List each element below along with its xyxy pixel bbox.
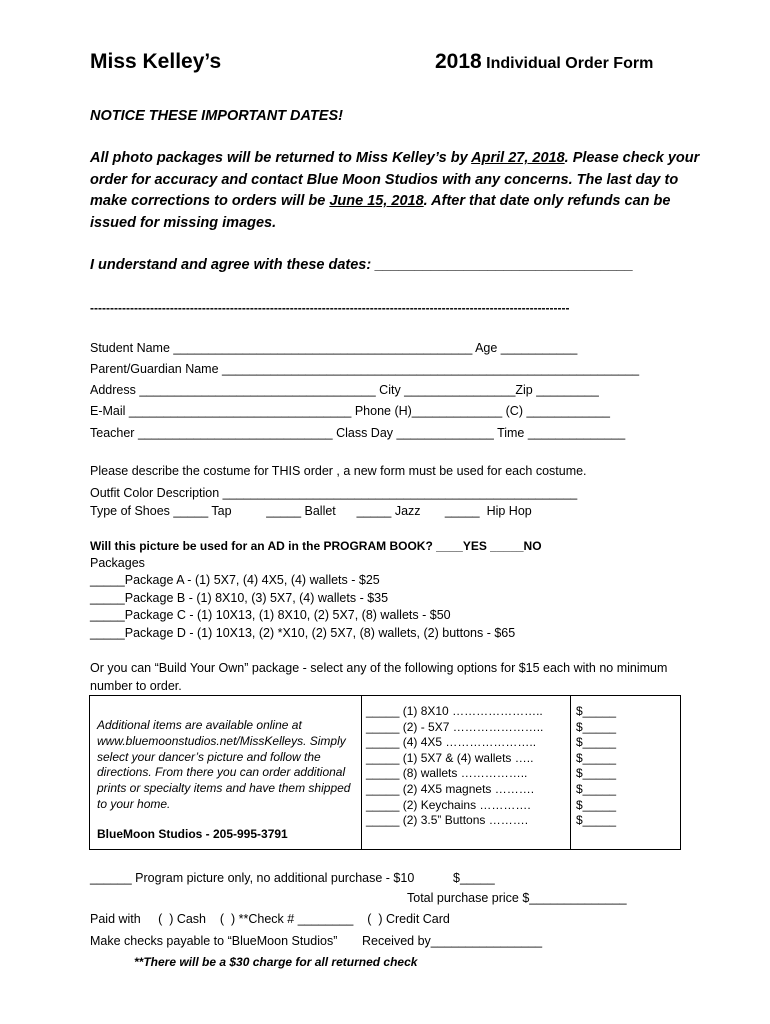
price-field[interactable]: $_____ — [576, 735, 617, 750]
price-field[interactable]: $_____ — [576, 719, 617, 734]
build-your-own-line-2: number to order. — [90, 679, 182, 693]
divider-line: ------------------------------------------------------------------------------------------------------------------------ — [90, 301, 570, 315]
agreement-line[interactable]: I understand and agree with these dates: ________________________________ — [90, 257, 634, 273]
build-your-own-line-1: Or you can “Build Your Own” package - select any of the following options for $15 each with no minimum — [90, 661, 668, 675]
packages-heading: Packages — [90, 556, 145, 570]
payable-to: Make checks payable to “BlueMoon Studios” — [90, 934, 338, 948]
returned-check-notice: **There will be a $30 charge for all returned check — [134, 955, 418, 969]
price-field[interactable]: $_____ — [576, 704, 617, 718]
parent-row[interactable]: Parent/Guardian Name ____________________________________________________________ — [90, 362, 640, 376]
package-a[interactable]: _____Package A - (1) 5X7, (4) 4X5, (4) wallets - $25 — [90, 573, 380, 587]
option-item[interactable]: _____ (2) Keychains …………. — [366, 797, 531, 812]
form-name: Individual Order Form — [486, 55, 654, 72]
table-divider-2 — [570, 695, 571, 850]
received-by[interactable]: Received by________________ — [362, 934, 543, 948]
address-row[interactable]: Address __________________________________ City ________________Zip _________ — [90, 383, 599, 397]
online-info-text: Additional items are available online at www.bluemoonstudios.net/MissKelleys. Simply select your dancer’s picture and follow the directions. From there you can order additional prints or specialty items and have them shipped to your home. — [97, 718, 351, 811]
price-field[interactable]: $_____ — [576, 797, 617, 812]
total-price[interactable]: Total purchase price $______________ — [407, 891, 627, 905]
package-b[interactable]: _____Package B - (1) 8X10, (3) 5X7, (4) wallets - $35 — [90, 591, 389, 605]
option-item[interactable]: _____ (1) 8X10 ………………….. — [366, 704, 543, 718]
option-item[interactable]: _____ (2) 4X5 magnets ………. — [366, 781, 535, 796]
notice-text-1: All photo packages will be returned to Miss Kelley’s by — [90, 150, 472, 166]
outfit-description-row[interactable]: Outfit Color Description ___________________________________________________ — [90, 486, 578, 500]
price-list — [576, 704, 616, 829]
notice-text-2: . Please check your order for accuracy and contact Blue Moon Studios with any concerns. The last day to make corrections to orders will be — [90, 150, 700, 209]
payment-method-row[interactable]: Paid with ( ) Cash ( ) **Check # ________ ( ) Credit Card — [90, 912, 450, 926]
package-c[interactable]: _____Package C - (1) 10X13, (1) 8X10, (2) 5X7, (8) wallets - $50 — [90, 608, 451, 622]
table-divider-1 — [361, 695, 362, 850]
price-field[interactable]: $_____ — [576, 766, 617, 781]
notice-paragraph — [90, 148, 700, 234]
program-only-option[interactable]: ______ Program picture only, no additional purchase - $10 — [90, 871, 415, 885]
option-item[interactable]: _____ (2) 3.5” Buttons ………. — [366, 813, 529, 828]
option-list — [366, 704, 543, 829]
form-year: 2018 — [435, 50, 482, 73]
shoe-type-row[interactable]: Type of Shoes _____ Tap _____ Ballet _____ Jazz _____ Hip Hop — [90, 504, 532, 518]
program-only-price[interactable]: $_____ — [453, 871, 495, 885]
business-name: Miss Kelley’s — [90, 50, 222, 73]
form-title — [435, 50, 653, 74]
student-info-row[interactable]: Student Name ___________________________________________ Age ___________ — [90, 341, 578, 355]
return-date: April 27, 2018 — [471, 150, 565, 166]
notice-heading: NOTICE THESE IMPORTANT DATES! — [90, 108, 343, 124]
package-d[interactable]: _____Package D - (1) 10X13, (2) *X10, (2) 5X7, (8) wallets, (2) buttons - $65 — [90, 626, 516, 640]
price-field[interactable]: $_____ — [576, 781, 617, 796]
option-item[interactable]: _____ (8) wallets …………….. — [366, 766, 528, 781]
teacher-row[interactable]: Teacher ____________________________ Class Day ______________ Time ______________ — [90, 426, 626, 440]
contact-row[interactable]: E-Mail ________________________________ Phone (H)_____________ (C) ____________ — [90, 404, 610, 418]
correction-date: June 15, 2018 — [329, 193, 424, 209]
price-field[interactable]: $_____ — [576, 750, 617, 765]
price-field[interactable]: $_____ — [576, 813, 617, 828]
notice-text-3: . After that date only refunds can be issued for missing images. — [90, 193, 671, 231]
option-item[interactable]: _____ (4) 4X5 ………………….. — [366, 735, 537, 750]
studio-contact: BlueMoon Studios - 205-995-3791 — [97, 827, 288, 841]
option-item[interactable]: _____ (2) - 5X7 ………………….. — [366, 719, 544, 734]
program-book-question[interactable]: Will this picture be used for an AD in the PROGRAM BOOK? ____YES _____NO — [90, 539, 542, 553]
costume-instruction: Please describe the costume for THIS order , a new form must be used for each costume. — [90, 464, 587, 478]
option-item[interactable]: _____ (1) 5X7 & (4) wallets ….. — [366, 750, 534, 765]
